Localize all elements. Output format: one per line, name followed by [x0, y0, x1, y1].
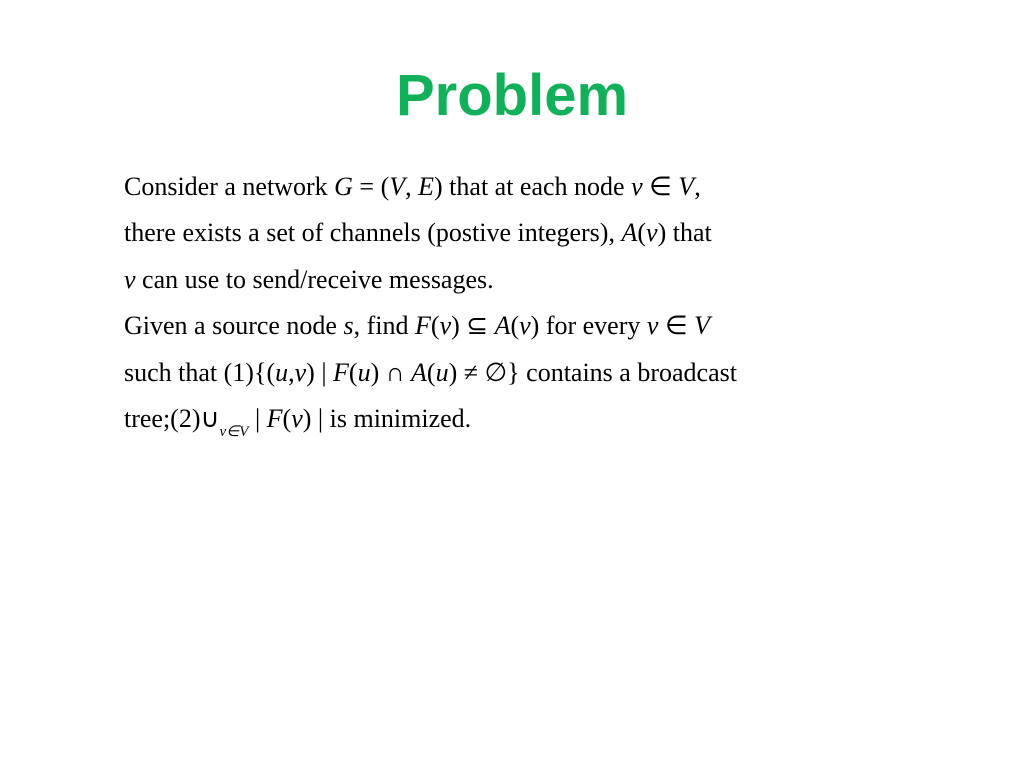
math-var: v — [291, 403, 303, 433]
text-run: ) ∩ — [370, 357, 412, 387]
text-run: ( — [637, 218, 647, 248]
math-var: A — [494, 311, 511, 341]
problem-line-1 — [124, 168, 984, 214]
math-var: V — [389, 172, 406, 201]
text-run: ) ⊆ — [451, 311, 495, 341]
text-run: ( — [430, 311, 440, 341]
text-run: there exists a set of channels (postive integers), — [124, 218, 622, 248]
text-run: , — [288, 357, 295, 387]
math-var: A — [411, 357, 427, 387]
text-run: ( — [348, 357, 358, 387]
text-run: tree;(2)∪ — [124, 403, 220, 433]
problem-line-6 — [124, 400, 984, 446]
problem-line-2 — [124, 214, 984, 260]
text-run: ) ≠ ∅} contains a broadcast — [448, 357, 737, 387]
math-var: u — [275, 357, 289, 387]
problem-line-4 — [124, 307, 984, 353]
math-var: v — [519, 311, 531, 341]
text-run: ∈ — [658, 311, 695, 341]
math-var: v — [631, 172, 643, 201]
math-var: v — [646, 218, 658, 248]
text-run: such that (1){( — [124, 357, 276, 387]
problem-line-5 — [124, 354, 984, 400]
text-run: , find — [353, 311, 415, 341]
text-run: ( — [510, 311, 520, 341]
text-run: ) | — [306, 357, 334, 387]
problem-line-3 — [124, 261, 984, 307]
text-run: , — [405, 172, 419, 201]
text-run: ( — [282, 403, 292, 433]
problem-statement — [124, 168, 984, 446]
math-var: v — [124, 264, 136, 294]
math-var: v — [294, 357, 307, 387]
text-run: Given a source node — [124, 311, 344, 341]
math-var: V — [694, 311, 710, 341]
math-var: F — [415, 311, 431, 341]
text-run: ) | is minimized. — [302, 403, 472, 433]
math-var: F — [333, 357, 349, 387]
math-var: G — [334, 172, 353, 201]
math-var: E — [418, 172, 435, 201]
math-var: u — [357, 357, 371, 387]
math-var: V — [678, 172, 695, 201]
text-run: Consider a network — [124, 172, 335, 201]
math-var: v — [439, 311, 452, 341]
text-run: ) that at each node — [434, 172, 632, 201]
math-var: v — [646, 311, 659, 341]
text-run: = ( — [352, 172, 390, 201]
math-var: s — [343, 311, 354, 341]
text-run: ) that — [657, 218, 712, 248]
slide-title: Problem — [395, 63, 629, 128]
text-run: ∈ — [642, 172, 679, 201]
text-run: | — [248, 403, 267, 433]
math-var: F — [266, 403, 283, 433]
math-var: u — [435, 357, 449, 387]
text-run: , — [694, 172, 701, 201]
text-run: can use to send/receive messages. — [135, 264, 494, 294]
math-var: A — [621, 218, 638, 248]
math-subscript: v∈V — [219, 423, 249, 440]
text-run: ( — [426, 357, 436, 387]
text-run: ) for every — [530, 311, 647, 341]
